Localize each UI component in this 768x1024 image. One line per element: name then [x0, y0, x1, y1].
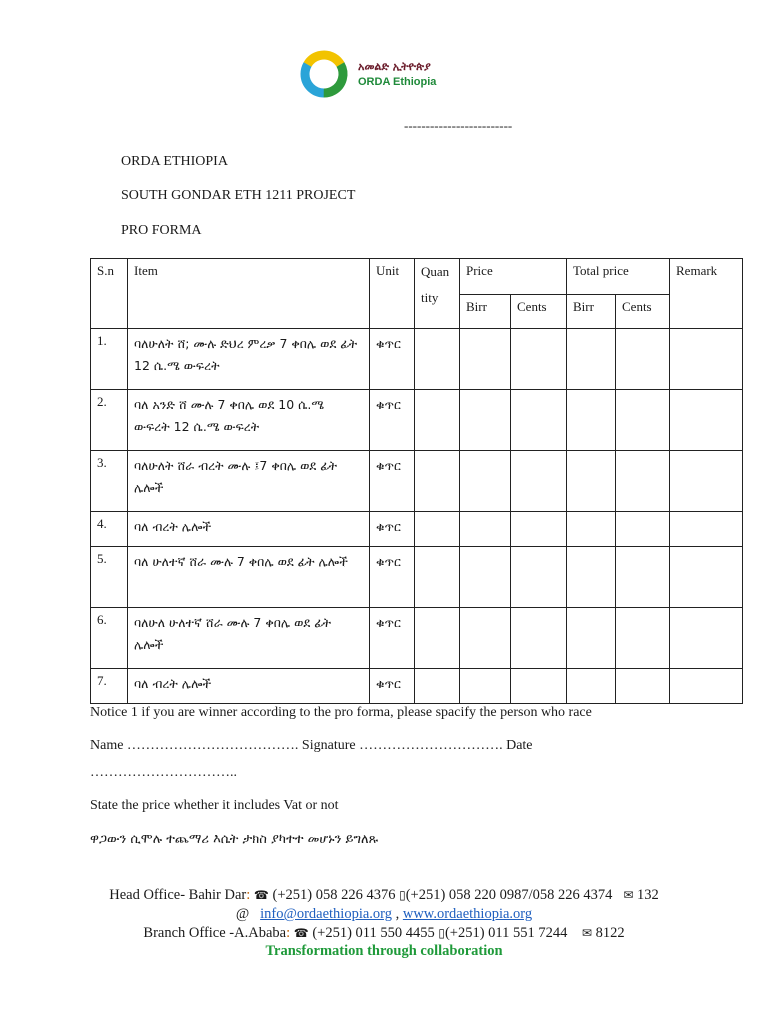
fax-icon: ▯ — [438, 926, 445, 940]
table-row — [91, 669, 743, 704]
row-sn: 2. — [91, 390, 128, 451]
reference-line: ------------------------- — [404, 118, 513, 133]
date-dots: ………………………….. — [90, 765, 237, 780]
at-icon: @ — [235, 906, 250, 922]
pobox-icon: ✉ — [581, 926, 592, 940]
head-office-pobox: 132 — [637, 887, 659, 903]
table-row — [91, 329, 743, 390]
table-row — [91, 390, 743, 451]
header-price-cents: Cents — [511, 295, 567, 329]
amharic-vat-instruction: ዋጋውን ሲሞሉ ተጨማሪ እሴት ታክስ ያካተተ መሆኑን ይግለጹ — [90, 832, 379, 847]
row-unit: ቁጥር — [370, 547, 415, 608]
pobox-icon: ✉ — [623, 888, 634, 902]
head-office-label: Head Office- Bahir Dar — [109, 887, 247, 903]
header-total-cents: Cents — [616, 295, 670, 329]
row-sn: 4. — [91, 512, 128, 547]
row-unit: ቁጥር — [370, 390, 415, 451]
footer-contacts: @ info@ordaethiopia.org , www.ordaethiopia.org — [235, 906, 533, 922]
header-quantity: Quan tity — [415, 259, 460, 329]
header-sn: S.n — [91, 259, 128, 329]
row-unit: ቁጥር — [370, 451, 415, 512]
header-total-birr: Birr — [567, 295, 616, 329]
row-unit: ቁጥር — [370, 608, 415, 669]
table-row — [91, 547, 743, 608]
project-name: SOUTH GONDAR ETH 1211 PROJECT — [121, 188, 356, 203]
orda-circle-icon — [298, 48, 350, 100]
row-item: ባለ ብረት ሌሎች — [128, 669, 370, 704]
table-row — [91, 608, 743, 669]
org-name: ORDA ETHIOPIA — [121, 154, 228, 169]
table-row — [91, 451, 743, 512]
branch-office-phone-2: (+251) 011 551 7244 — [444, 925, 568, 941]
orda-logo — [298, 48, 458, 102]
row-item: ባለሁለት ሸራ ብረት ሙሉ ፤7 ቀበሌ ወደ ፊት ሌሎች — [128, 451, 370, 512]
footer-head-office: Head Office- Bahir Dar: ☎ (+251) 058 226 4376 ▯(+251) 058 220 0987/058 226 4374 ✉ 132 — [109, 887, 659, 903]
row-unit: ቁጥር — [370, 512, 415, 547]
footer-branch-office: Branch Office -A.Ababa: ☎ (+251) 011 550 4455 ▯(+251) 011 551 7244 ✉ 8122 — [143, 925, 625, 941]
website-link[interactable]: www.ordaethiopia.org — [402, 906, 533, 922]
row-sn: 3. — [91, 451, 128, 512]
row-unit: ቁጥር — [370, 669, 415, 704]
header-unit: Unit — [370, 259, 415, 329]
logo-english-text: ORDA Ethiopia — [358, 76, 437, 88]
header-total-price: Total price — [567, 259, 670, 295]
header-item: Item — [128, 259, 370, 329]
row-sn: 1. — [91, 329, 128, 390]
fax-icon: ▯ — [399, 888, 406, 902]
notice-text: Notice 1 if you are winner according to the pro forma, please spacify the person who race — [90, 705, 592, 720]
phone-icon: ☎ — [293, 926, 309, 940]
row-sn: 6. — [91, 608, 128, 669]
head-office-phone-1: (+251) 058 226 4376 — [272, 887, 396, 903]
vat-instruction: State the price whether it includes Vat or not — [90, 798, 339, 813]
name-signature-line: Name ………………………………. Signature …………………………. Date — [90, 738, 533, 753]
head-office-phone-2: (+251) 058 220 0987/058 226 4374 — [405, 887, 613, 903]
header-price-birr: Birr — [460, 295, 511, 329]
row-sn: 5. — [91, 547, 128, 608]
header-row — [91, 259, 743, 295]
document-type: PRO FORMA — [121, 223, 202, 238]
row-item: ባለሁለት ሸ; ሙሉ ድህረ ምረቃ 7 ቀበሌ ወደ ፊት 12 ሴ.ሜ ውፍረት — [128, 329, 370, 390]
row-unit: ቁጥር — [370, 329, 415, 390]
row-sn: 7. — [91, 669, 128, 704]
header-remark: Remark — [670, 259, 743, 329]
table-row — [91, 512, 743, 547]
row-item: ባለ አንድ ሸ ሙሉ 7 ቀበሌ ወደ 10 ሴ.ሜ ውፍረት 12 ሴ.ሜ ውፍረት — [128, 390, 370, 451]
row-item: ባለ ብረት ሌሎች — [128, 512, 370, 547]
branch-office-phone-1: (+251) 011 550 4455 — [312, 925, 435, 941]
row-item: ባለሁለ ሁለተኛ ሸራ ሙሉ 7 ቀበሌ ወደ ፊት ሌሎች — [128, 608, 370, 669]
row-item: ባለ ሁለተኛ ሸራ ሙሉ 7 ቀበሌ ወደ ፊት ሌሎች — [128, 547, 370, 608]
header-price: Price — [460, 259, 567, 295]
branch-office-pobox: 8122 — [595, 925, 625, 941]
logo-amharic-text: አመልድ ኢትዮጵያ — [358, 60, 431, 73]
branch-office-label: Branch Office -A.Ababa — [143, 925, 287, 941]
phone-icon: ☎ — [253, 888, 269, 902]
email-link[interactable]: info@ordaethiopia.org — [260, 906, 392, 922]
pro-forma-table — [90, 258, 743, 704]
tagline: Transformation through collaboration — [265, 943, 503, 959]
